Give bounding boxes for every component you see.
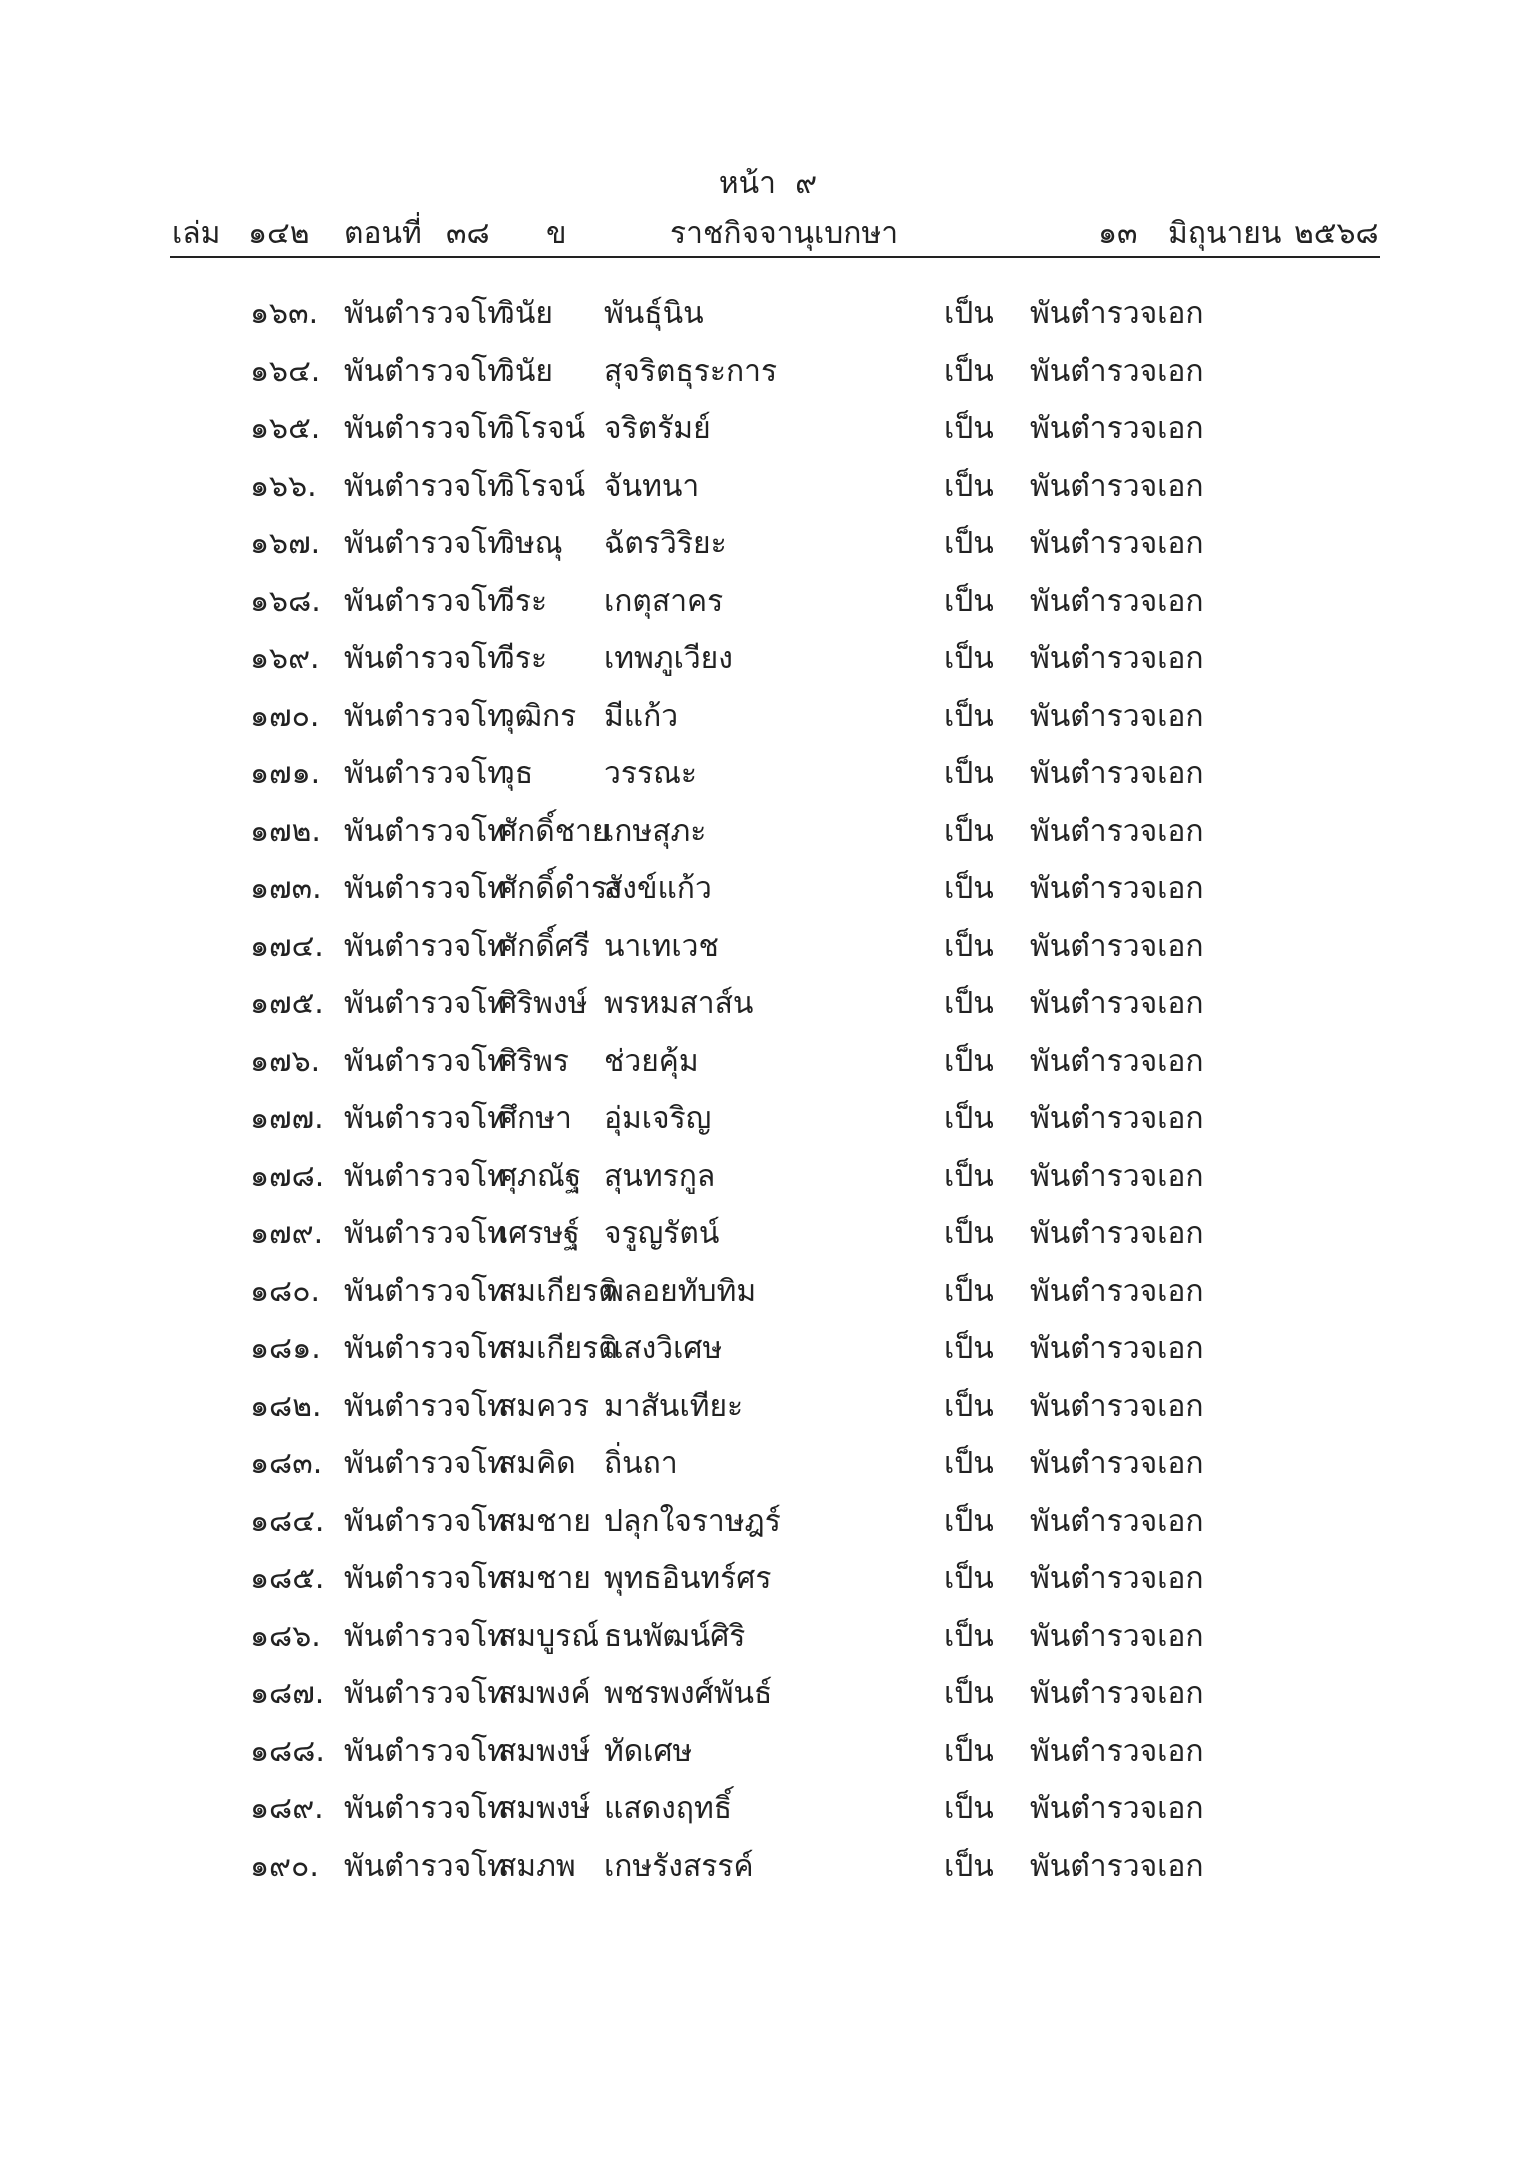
list-item: [0, 1383, 1536, 1441]
entry-number: ๑๗๗.: [250, 1101, 324, 1136]
current-rank: พันตำรวจโท: [344, 411, 508, 446]
entry-number: ๑๘๑.: [250, 1331, 321, 1366]
new-rank: พันตำรวจเอก: [1030, 1446, 1204, 1481]
new-rank: พันตำรวจเอก: [1030, 813, 1204, 849]
list-item: [0, 1210, 1536, 1268]
entry-number: ๑๖๓.: [250, 296, 319, 331]
current-rank: พันตำรวจโท: [344, 1618, 508, 1654]
first-name: ศักดิ์ศรี: [498, 928, 590, 964]
entry-number: ๑๖๖.: [250, 468, 317, 504]
last-name: ฉัตรวิริยะ: [604, 526, 727, 561]
to-label: เป็น: [944, 526, 994, 561]
last-name: ช่วยคุ้ม: [604, 1043, 699, 1079]
date-year: ๒๕๖๘: [1294, 216, 1379, 251]
list-item: [0, 808, 1536, 866]
new-rank: พันตำรวจเอก: [1030, 468, 1204, 504]
header-divider: [170, 256, 1380, 258]
entry-number: ๑๖๘.: [250, 583, 321, 619]
current-rank: พันตำรวจโท: [344, 1561, 508, 1596]
first-name: วีระ: [498, 641, 548, 676]
list-item: [0, 290, 1536, 348]
last-name: พชรพงศ์พันธ์: [604, 1676, 773, 1711]
list-item: [0, 1728, 1536, 1786]
new-rank: พันตำรวจเอก: [1030, 1158, 1204, 1194]
page-number-label: หน้า: [718, 166, 777, 201]
to-label: เป็น: [944, 756, 994, 791]
new-rank: พันตำรวจเอก: [1030, 1618, 1204, 1654]
first-name: ศึกษา: [498, 1101, 572, 1136]
entry-number: ๑๗๕.: [250, 986, 324, 1021]
current-rank: พันตำรวจโท: [344, 353, 508, 389]
entry-number: ๑๗๖.: [250, 1043, 321, 1079]
new-rank: พันตำรวจเอก: [1030, 411, 1204, 446]
list-item: [0, 1670, 1536, 1728]
list-item: [0, 1498, 1536, 1556]
entry-number: ๑๘๓.: [250, 1446, 323, 1481]
last-name: สุจริตธุระการ: [604, 353, 778, 389]
first-name: ศิริพงษ์: [498, 986, 588, 1021]
last-name: พลอยทับทิม: [604, 1273, 757, 1309]
to-label: เป็น: [944, 353, 994, 389]
current-rank: พันตำรวจโท: [344, 641, 508, 676]
first-name: สมควร: [498, 1388, 590, 1424]
entry-number: ๑๗๓.: [250, 871, 322, 906]
first-name: วุธ: [498, 756, 534, 791]
entry-number: ๑๗๙.: [250, 1216, 324, 1251]
to-label: เป็น: [944, 698, 994, 734]
first-name: วินัย: [498, 353, 553, 389]
list-item: [0, 1268, 1536, 1326]
first-name: สมพงษ์: [498, 1733, 591, 1769]
current-rank: พันตำรวจโท: [344, 296, 508, 331]
entry-number: ๑๘๖.: [250, 1618, 321, 1654]
last-name: พรหมสาส์น: [604, 986, 754, 1021]
list-item: [0, 463, 1536, 521]
entry-number: ๑๘๔.: [250, 1503, 325, 1539]
to-label: เป็น: [944, 1561, 994, 1596]
current-rank: พันตำรวจโท: [344, 1676, 508, 1711]
to-label: เป็น: [944, 1388, 994, 1424]
list-item: [0, 923, 1536, 981]
entry-number: ๑๘๗.: [250, 1676, 325, 1711]
new-rank: พันตำรวจเอก: [1030, 353, 1204, 389]
new-rank: พันตำรวจเอก: [1030, 928, 1204, 964]
current-rank: พันตำรวจโท: [344, 1791, 508, 1826]
to-label: เป็น: [944, 1446, 994, 1481]
entry-number: ๑๗๘.: [250, 1158, 325, 1194]
volume-number: ๑๔๒: [248, 216, 310, 251]
new-rank: พันตำรวจเอก: [1030, 1503, 1204, 1539]
new-rank: พันตำรวจเอก: [1030, 641, 1204, 676]
list-item: [0, 635, 1536, 693]
current-rank: พันตำรวจโท: [344, 1216, 508, 1251]
to-label: เป็น: [944, 468, 994, 504]
promotion-list: [0, 290, 1536, 1900]
to-label: เป็น: [944, 411, 994, 446]
section-number: ๓๘: [446, 216, 490, 251]
entry-number: ๑๘๘.: [250, 1733, 325, 1769]
list-item: [0, 1440, 1536, 1498]
current-rank: พันตำรวจโท: [344, 1331, 508, 1366]
last-name: เกตุสาคร: [604, 583, 724, 619]
current-rank: พันตำรวจโท: [344, 526, 508, 561]
first-name: สมบูรณ์: [498, 1618, 600, 1654]
last-name: พันธุ์นิน: [604, 296, 704, 331]
list-item: [0, 1325, 1536, 1383]
entry-number: ๑๗๐.: [250, 698, 320, 734]
to-label: เป็น: [944, 871, 994, 906]
to-label: เป็น: [944, 1503, 994, 1539]
section-label: ตอนที่: [344, 216, 422, 251]
list-item: [0, 1785, 1536, 1843]
entry-number: ๑๗๔.: [250, 928, 324, 964]
entry-number: ๑๖๕.: [250, 411, 321, 446]
last-name: จริตรัมย์: [604, 411, 711, 446]
last-name: เกษสุภะ: [604, 813, 707, 849]
publication-name: ราชกิจจานุเบกษา: [670, 216, 899, 251]
to-label: เป็น: [944, 1791, 994, 1826]
first-name: วิโรจน์: [498, 411, 586, 446]
first-name: วิษณุ: [498, 526, 563, 561]
current-rank: พันตำรวจโท: [344, 583, 508, 619]
to-label: เป็น: [944, 1101, 994, 1136]
list-item: [0, 348, 1536, 406]
current-rank: พันตำรวจโท: [344, 1446, 508, 1481]
new-rank: พันตำรวจเอก: [1030, 986, 1204, 1021]
current-rank: พันตำรวจโท: [344, 1043, 508, 1079]
last-name: มาสันเทียะ: [604, 1388, 744, 1424]
current-rank: พันตำรวจโท: [344, 813, 508, 849]
new-rank: พันตำรวจเอก: [1030, 1733, 1204, 1769]
new-rank: พันตำรวจเอก: [1030, 296, 1204, 331]
new-rank: พันตำรวจเอก: [1030, 1848, 1204, 1884]
last-name: แสงวิเศษ: [604, 1331, 723, 1366]
first-name: เศรษฐ์: [498, 1216, 580, 1251]
new-rank: พันตำรวจเอก: [1030, 1043, 1204, 1079]
last-name: ธนพัฒน์ศิริ: [604, 1618, 746, 1654]
list-item: [0, 693, 1536, 751]
to-label: เป็น: [944, 1331, 994, 1366]
list-item: [0, 405, 1536, 463]
first-name: สมพงค์: [498, 1676, 591, 1711]
last-name: สังข์แก้ว: [604, 871, 712, 906]
new-rank: พันตำรวจเอก: [1030, 1216, 1204, 1251]
current-rank: พันตำรวจโท: [344, 1848, 508, 1884]
to-label: เป็น: [944, 1273, 994, 1309]
current-rank: พันตำรวจโท: [344, 871, 508, 906]
entry-number: ๑๘๕.: [250, 1561, 325, 1596]
new-rank: พันตำรวจเอก: [1030, 1331, 1204, 1366]
list-item: [0, 865, 1536, 923]
new-rank: พันตำรวจเอก: [1030, 1101, 1204, 1136]
entry-number: ๑๖๙.: [250, 641, 320, 676]
first-name: ศักดิ์ดำรง: [498, 871, 622, 906]
current-rank: พันตำรวจโท: [344, 928, 508, 964]
first-name: สมคิด: [498, 1446, 576, 1481]
list-item: [0, 1555, 1536, 1613]
first-name: สมเกียรติ: [498, 1331, 618, 1366]
to-label: เป็น: [944, 986, 994, 1021]
list-item: [0, 1843, 1536, 1901]
date-month: มิถุนายน: [1168, 216, 1282, 251]
to-label: เป็น: [944, 1043, 994, 1079]
part-label: ข: [546, 216, 567, 251]
new-rank: พันตำรวจเอก: [1030, 583, 1204, 619]
first-name: ศุภณัฐ: [498, 1158, 582, 1194]
entry-number: ๑๗๒.: [250, 813, 321, 849]
last-name: พุทธอินทร์ศร: [604, 1561, 772, 1596]
volume-label: เล่ม: [172, 216, 221, 251]
first-name: วิโรจน์: [498, 468, 586, 504]
list-item: [0, 1095, 1536, 1153]
last-name: จรูญรัตน์: [604, 1216, 720, 1251]
last-name: นาเทเวช: [604, 928, 719, 964]
last-name: สุนทรกูล: [604, 1158, 716, 1194]
first-name: สมภพ: [498, 1848, 576, 1884]
new-rank: พันตำรวจเอก: [1030, 1388, 1204, 1424]
last-name: วรรณะ: [604, 756, 698, 791]
last-name: เทพภูเวียง: [604, 641, 733, 676]
last-name: อุ่มเจริญ: [604, 1101, 712, 1136]
first-name: ศักดิ์ชาย: [498, 813, 610, 849]
first-name: สมชาย: [498, 1561, 591, 1596]
new-rank: พันตำรวจเอก: [1030, 698, 1204, 734]
list-item: [0, 750, 1536, 808]
to-label: เป็น: [944, 1676, 994, 1711]
current-rank: พันตำรวจโท: [344, 986, 508, 1021]
last-name: ทัดเศษ: [604, 1733, 693, 1769]
last-name: เกษรังสรรค์: [604, 1848, 754, 1884]
current-rank: พันตำรวจโท: [344, 756, 508, 791]
to-label: เป็น: [944, 1848, 994, 1884]
list-item: [0, 1038, 1536, 1096]
to-label: เป็น: [944, 296, 994, 331]
new-rank: พันตำรวจเอก: [1030, 871, 1204, 906]
current-rank: พันตำรวจโท: [344, 1158, 508, 1194]
first-name: วีระ: [498, 583, 548, 619]
current-rank: พันตำรวจโท: [344, 1503, 508, 1539]
last-name: แสดงฤทธิ์: [604, 1791, 733, 1826]
entry-number: ๑๘๒.: [250, 1388, 322, 1424]
to-label: เป็น: [944, 1618, 994, 1654]
to-label: เป็น: [944, 641, 994, 676]
current-rank: พันตำรวจโท: [344, 1388, 508, 1424]
list-item: [0, 980, 1536, 1038]
to-label: เป็น: [944, 583, 994, 619]
list-item: [0, 1153, 1536, 1211]
to-label: เป็น: [944, 1216, 994, 1251]
to-label: เป็น: [944, 813, 994, 849]
list-item: [0, 578, 1536, 636]
current-rank: พันตำรวจโท: [344, 1101, 508, 1136]
current-rank: พันตำรวจโท: [344, 1733, 508, 1769]
first-name: วินัย: [498, 296, 553, 331]
entry-number: ๑๘๙.: [250, 1791, 324, 1826]
current-rank: พันตำรวจโท: [344, 468, 508, 504]
new-rank: พันตำรวจเอก: [1030, 1791, 1204, 1826]
new-rank: พันตำรวจเอก: [1030, 1561, 1204, 1596]
first-name: ศิริพร: [498, 1043, 570, 1079]
new-rank: พันตำรวจเอก: [1030, 1676, 1204, 1711]
first-name: สมชาย: [498, 1503, 591, 1539]
to-label: เป็น: [944, 928, 994, 964]
first-name: สมพงษ์: [498, 1791, 591, 1826]
first-name: วุฒิกร: [498, 698, 577, 734]
last-name: ถิ่นถา: [604, 1446, 678, 1481]
date-day: ๑๓: [1098, 216, 1138, 251]
last-name: มีแก้ว: [604, 698, 679, 734]
current-rank: พันตำรวจโท: [344, 1273, 508, 1309]
entry-number: ๑๖๗.: [250, 526, 321, 561]
list-item: [0, 1613, 1536, 1671]
list-item: [0, 520, 1536, 578]
to-label: เป็น: [944, 1158, 994, 1194]
new-rank: พันตำรวจเอก: [1030, 1273, 1204, 1309]
new-rank: พันตำรวจเอก: [1030, 756, 1204, 791]
entry-number: ๑๙๐.: [250, 1848, 319, 1884]
page-number-value: ๙: [795, 166, 818, 201]
entry-number: ๑๗๑.: [250, 756, 321, 791]
current-rank: พันตำรวจโท: [344, 698, 508, 734]
first-name: สมเกียรติ: [498, 1273, 618, 1309]
entry-number: ๑๖๔.: [250, 353, 321, 389]
entry-number: ๑๘๐.: [250, 1273, 321, 1309]
last-name: จันทนา: [604, 468, 700, 504]
page-number: [0, 160, 1536, 207]
new-rank: พันตำรวจเอก: [1030, 526, 1204, 561]
last-name: ปลุกใจราษฎร์: [604, 1503, 781, 1539]
to-label: เป็น: [944, 1733, 994, 1769]
gazette-header: [0, 210, 1536, 254]
